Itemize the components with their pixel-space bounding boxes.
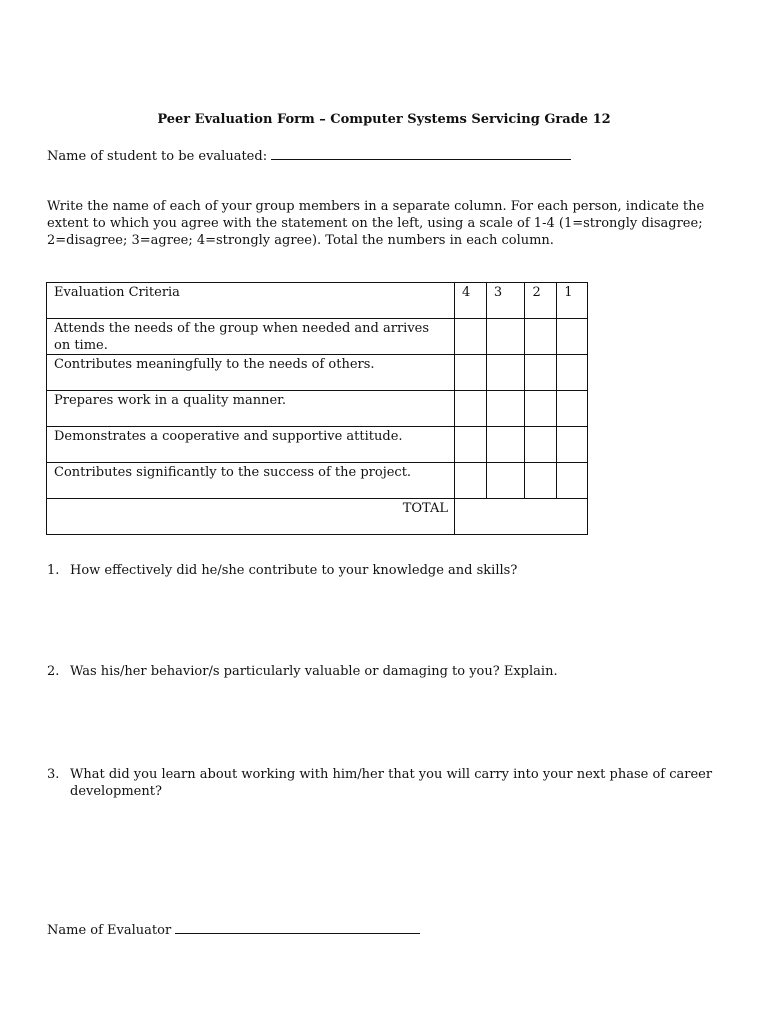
criterion-label: Demonstrates a cooperative and supportive attitude. <box>47 427 455 463</box>
evaluation-criteria-table <box>46 282 588 535</box>
criteria-header: Evaluation Criteria <box>47 283 455 319</box>
score-header-3: 3 <box>486 283 525 319</box>
instructions-paragraph: Write the name of each of your group members in a separate column. For each person, indicate the extent to which you agree with the statement on the left, using a scale of 1-4 (1=strongly disagree; 2=disagree; 3=agree; 4=strongly agree). Total the numbers in each column. <box>47 199 705 248</box>
student-name-label: Name of student to be evaluated: <box>47 149 268 164</box>
score-cell[interactable] <box>557 319 588 355</box>
question-number: 1. <box>47 563 60 578</box>
score-cell[interactable] <box>557 355 588 391</box>
criterion-label: Prepares work in a quality manner. <box>47 391 455 427</box>
total-cell[interactable] <box>455 499 588 535</box>
score-cell[interactable] <box>486 463 525 499</box>
table-row <box>47 355 588 391</box>
score-cell[interactable] <box>557 427 588 463</box>
evaluator-name-blank[interactable] <box>175 920 420 934</box>
table-row <box>47 391 588 427</box>
criterion-label: Contributes meaningfully to the needs of others. <box>47 355 455 391</box>
question-number: 2. <box>47 664 60 679</box>
question-number: 3. <box>47 767 60 782</box>
score-header-4: 4 <box>455 283 487 319</box>
score-cell[interactable] <box>455 427 487 463</box>
question-3 <box>47 766 727 800</box>
criterion-label: Attends the needs of the group when needed and arrives on time. <box>47 319 455 355</box>
score-cell[interactable] <box>455 391 487 427</box>
student-name-blank[interactable] <box>271 146 571 160</box>
score-cell[interactable] <box>455 319 487 355</box>
form-title: Peer Evaluation Form – Computer Systems Servicing Grade 12 <box>157 112 611 127</box>
evaluator-name-label: Name of Evaluator <box>47 923 172 938</box>
table-row <box>47 463 588 499</box>
score-cell[interactable] <box>557 391 588 427</box>
table-header-row <box>47 283 588 319</box>
score-cell[interactable] <box>525 319 557 355</box>
score-header-2: 2 <box>525 283 557 319</box>
table-row <box>47 427 588 463</box>
score-cell[interactable] <box>557 463 588 499</box>
score-header-1: 1 <box>557 283 588 319</box>
score-cell[interactable] <box>486 391 525 427</box>
score-cell[interactable] <box>455 355 487 391</box>
question-text: Was his/her behavior/s particularly valuable or damaging to you? Explain. <box>70 664 558 679</box>
question-1 <box>47 562 727 579</box>
table-row <box>47 319 588 355</box>
score-cell[interactable] <box>525 427 557 463</box>
criterion-label: Contributes significantly to the success of the project. <box>47 463 455 499</box>
total-label: TOTAL <box>47 499 455 535</box>
score-cell[interactable] <box>486 355 525 391</box>
score-cell[interactable] <box>525 463 557 499</box>
question-text: What did you learn about working with him/her that you will carry into your next phase of career development? <box>70 767 713 799</box>
question-2 <box>47 663 727 680</box>
score-cell[interactable] <box>455 463 487 499</box>
student-name-line <box>47 146 571 164</box>
evaluator-name-line <box>47 920 420 938</box>
score-cell[interactable] <box>486 427 525 463</box>
question-text: How effectively did he/she contribute to your knowledge and skills? <box>70 563 518 578</box>
total-row <box>47 499 588 535</box>
score-cell[interactable] <box>486 319 525 355</box>
score-cell[interactable] <box>525 355 557 391</box>
score-cell[interactable] <box>525 391 557 427</box>
